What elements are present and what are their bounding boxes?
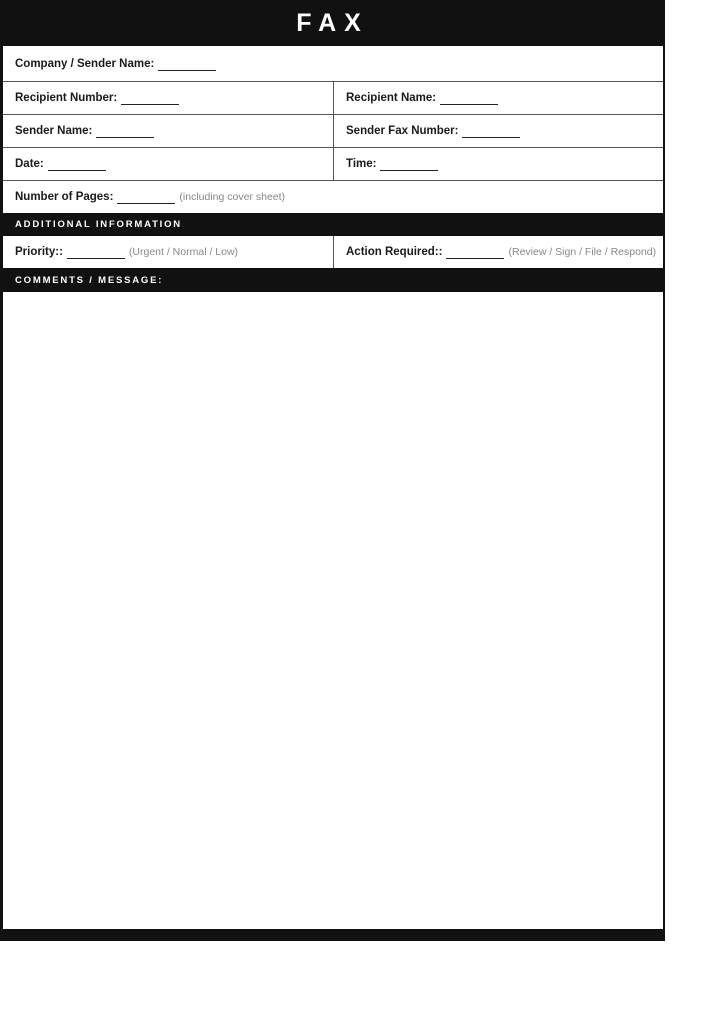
recipient-name-field[interactable] — [440, 103, 498, 105]
company-sender-cell — [3, 46, 216, 81]
sender-name-cell — [3, 115, 154, 147]
priority-label: Priority:: — [15, 246, 63, 258]
recipient-name-cell — [333, 82, 498, 114]
sender-fax-number-label: Sender Fax Number: — [346, 125, 459, 137]
pages-cell — [3, 181, 285, 213]
pages-label: Number of Pages: — [15, 191, 114, 203]
pages-row — [3, 181, 663, 213]
sender-fax-number-field[interactable] — [462, 136, 520, 138]
comments-message-heading: COMMENTS / MESSAGE: — [3, 268, 663, 292]
date-field[interactable] — [48, 169, 106, 171]
sender-name-label: Sender Name: — [15, 125, 93, 137]
additional-information-heading: ADDITIONAL INFORMATION — [3, 213, 663, 236]
company-sender-row — [3, 46, 663, 82]
sender-name-field[interactable] — [96, 136, 154, 138]
recipient-number-field[interactable] — [121, 103, 179, 105]
recipient-number-cell — [3, 82, 179, 114]
date-label: Date: — [15, 158, 44, 170]
pages-field[interactable] — [117, 202, 175, 204]
fax-title: FAX — [296, 8, 369, 37]
time-cell — [333, 148, 438, 180]
sender-row — [3, 115, 663, 148]
priority-cell — [3, 236, 238, 268]
comments-message-area[interactable] — [3, 292, 663, 929]
sender-fax-number-cell — [333, 115, 520, 147]
priority-action-row — [3, 236, 663, 268]
time-field[interactable] — [380, 169, 438, 171]
time-label: Time: — [346, 158, 377, 170]
form-body — [3, 46, 663, 929]
action-required-field[interactable] — [446, 257, 504, 259]
recipient-name-label: Recipient Name: — [346, 92, 437, 104]
priority-field[interactable] — [67, 257, 125, 259]
company-sender-label: Company / Sender Name: — [15, 57, 155, 70]
company-sender-field[interactable] — [158, 69, 216, 71]
action-required-cell — [333, 236, 656, 268]
action-required-hint: (Review / Sign / File / Respond) — [508, 246, 657, 258]
priority-hint: (Urgent / Normal / Low) — [128, 246, 239, 258]
date-time-row — [3, 148, 663, 181]
pages-hint: (including cover sheet) — [179, 191, 286, 203]
recipient-number-label: Recipient Number: — [15, 92, 118, 104]
action-required-label: Action Required:: — [346, 246, 443, 258]
date-cell — [3, 148, 106, 180]
recipient-row — [3, 82, 663, 115]
